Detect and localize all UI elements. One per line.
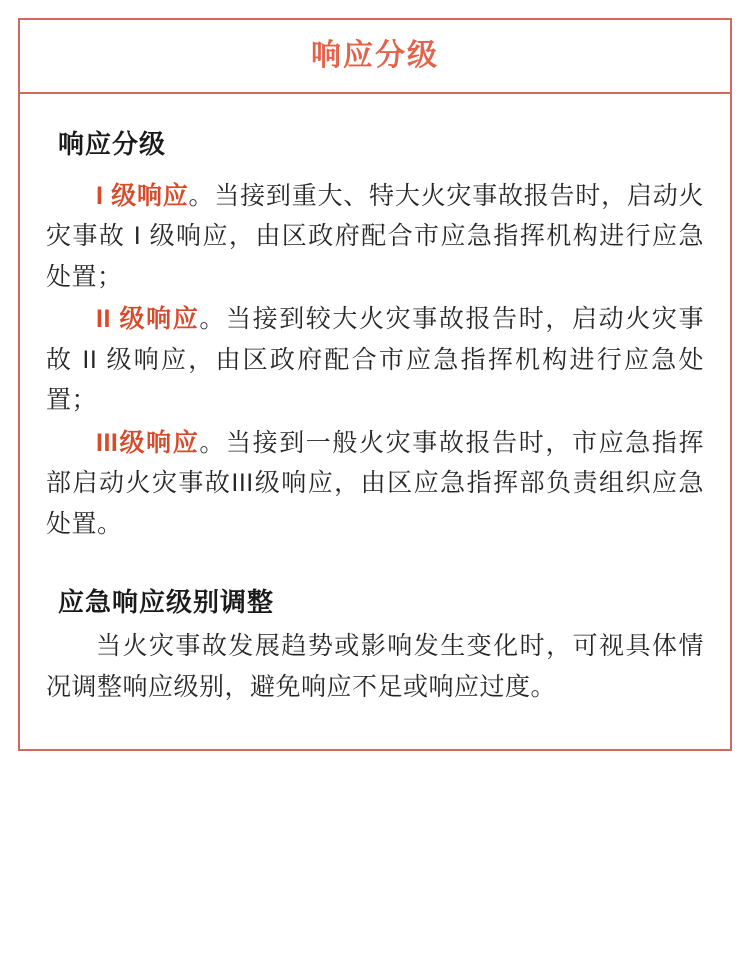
paragraph-level-1 <box>46 176 704 298</box>
section-heading-level-adjustment: 应急响应级别调整 <box>58 587 275 618</box>
level-label-3: III级响应 <box>96 428 200 457</box>
card-body <box>20 94 730 749</box>
level-adjustment-text: 当火灾事故发展趋势或影响发生变化时，可视具体情况调整响应级别，避免响应不足或响应过度。 <box>46 632 704 701</box>
level-text-3: 。当接到一般火灾事故报告时，市应急指挥部启动火灾事故III级响应，由区应急指挥部负责组织应急处置。 <box>46 428 704 538</box>
section-heading-response-levels: 响应分级 <box>58 129 167 159</box>
level-label-1: I 级响应 <box>96 181 189 210</box>
paragraph-level-adjustment <box>46 626 704 707</box>
level-label-2: II 级响应 <box>96 305 200 334</box>
card-header <box>20 20 730 94</box>
level-text-1: 。当接到重大、特大火灾事故报告时，启动火灾事故 I 级响应，由区政府配合市应急指挥机构进行应急处置； <box>46 181 704 291</box>
page-title: 响应分级 <box>311 39 439 72</box>
paragraph-level-2 <box>46 299 704 421</box>
paragraph-level-3 <box>46 423 704 545</box>
content-card <box>18 18 732 751</box>
level-text-2: 。当接到较大火灾事故报告时，启动火灾事故 II 级响应，由区政府配合市应急指挥机构进行应急处置； <box>46 305 704 415</box>
